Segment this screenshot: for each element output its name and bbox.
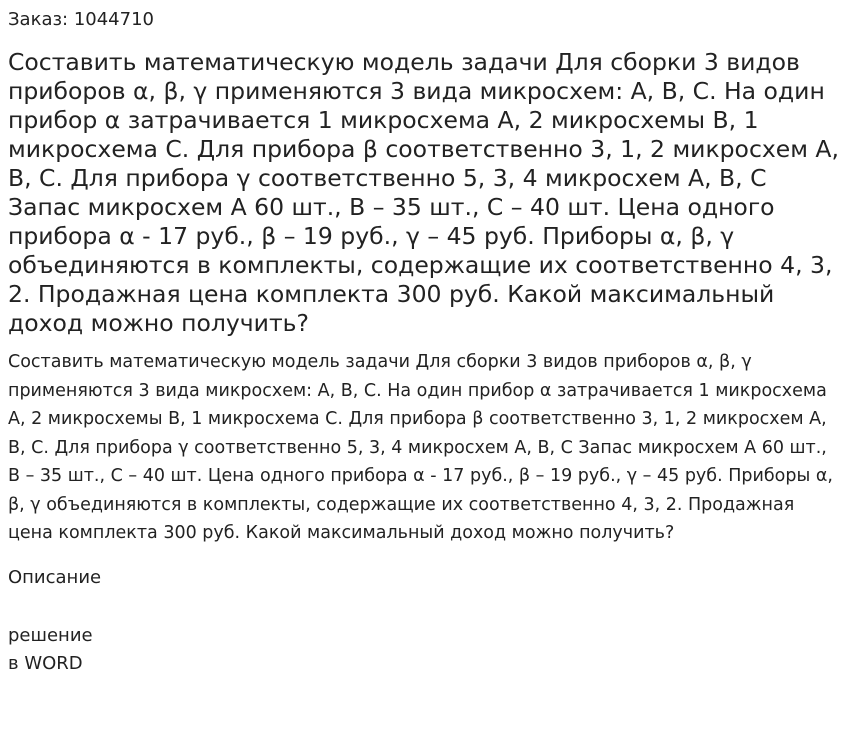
task-text: Составить математическую модель задачи Для сборки 3 видов приборов α, β, γ применяются 3 вида микросхем: A, B, C. На один прибор α затрачивается 1 микросхема A, 2 микросхемы B, 1 микросхема C. Для прибора β соответственно 3, 1, 2 микросхем A, B, C. Для прибора γ соответственно 5, 3, 4 микросхем A, B, C Запас микросхем A 60 шт., B – 35 шт., C – 40 шт. Цена одного прибора α - 17 руб., β – 19 руб., γ – 45 руб. Приборы α, β, γ объединяются в комплекты, содержащие их соответственно 4, 3, 2. Продажная цена комплекта 300 руб. Какой максимальный доход можно получить? [8, 352, 833, 543]
description-line-format: в WORD [8, 653, 83, 674]
description-line-solution: решение [8, 624, 93, 646]
task-title: Составить математическую модель задачи Для сборки 3 видов приборов α, β, γ применяются 3 вида микросхем: A, B, C. На один прибор α затрачивается 1 микросхема A, 2 микросхемы B, 1 микросхема C. Для прибора β соответственно 3, 1, 2 микросхем A, B, C. Для прибора γ соответственно 5, 3, 4 микросхем A, B, C Запас микросхем A 60 шт., B – 35 шт., C – 40 шт. Цена одного прибора α - 17 руб., β – 19 руб., γ – 45 руб. Приборы α, β, γ объединяются в комплекты, содержащие их соответственно 4, 3, 2. Продажная цена комплекта 300 руб. Какой максимальный доход можно получить? [8, 48, 839, 337]
description-heading: Описание [8, 566, 102, 588]
order-number: Заказ: 1044710 [8, 9, 154, 30]
